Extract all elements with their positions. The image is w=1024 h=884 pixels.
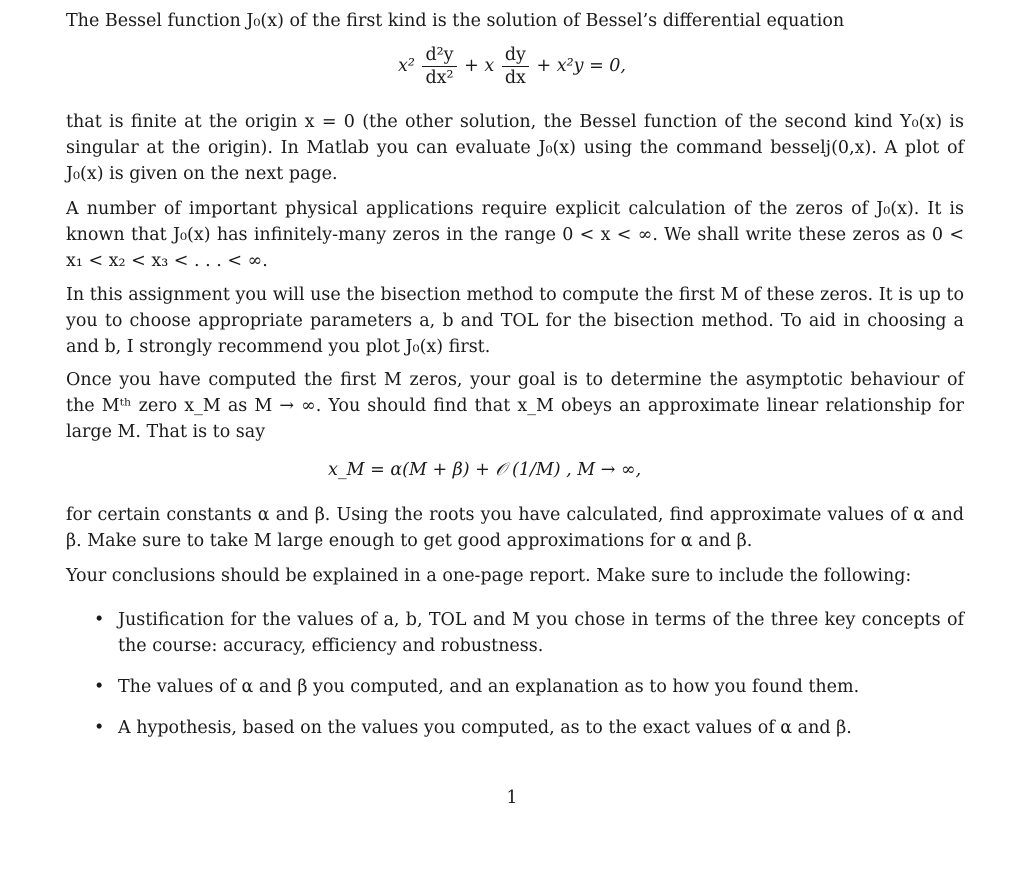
constants-paragraph: for certain constants α and β. Using the roots you have calculated, find approximate values of α and β. Make sure to take M large enough to get good approximations for α and β. (66, 505, 964, 551)
bullet-icon: • (94, 718, 105, 738)
finite-origin-paragraph: that is finite at the origin x = 0 (the other solution, the Bessel function of the second kind Y₀(x) is singular at the origin). In Matlab you can evaluate J₀(x) using the command besselj(0,x). A plot of J₀(x) is given on the next page. (66, 112, 964, 184)
first-derivative-fraction: $\frac{dy}{dx}$ (502, 44, 529, 89)
bullet-icon: • (94, 677, 105, 697)
requirements-list (94, 607, 964, 756)
second-derivative-fraction: $\frac{\text{d²y}}{\text{dx²}}$ (422, 44, 456, 89)
bisection-paragraph: In this assignment you will use the bisection method to compute the first M of these zeros. It is up to you to choose appropriate parameters a, b and TOL for the bisection method. To aid in choosing a and b, I strongly recommend you plot J₀(x) first. (66, 285, 964, 357)
linear-relationship-equation: x_M = α(M + β) + 𝒪 (1/M) , M → ∞, (328, 460, 642, 480)
list-item: • A hypothesis, based on the values you computed, as to the exact values of α and β. (94, 715, 964, 741)
list-item: • Justification for the values of a, b, TOL and M you chose in terms of the three key concepts of the course: accuracy, efficiency and robustness. (94, 607, 964, 659)
page-number: 1 (506, 788, 518, 808)
list-item: • The values of α and β you computed, and an explanation as to how you found them. (94, 674, 964, 700)
asymptotic-paragraph: Once you have computed the first M zeros, your goal is to determine the asymptotic behaviour of the Mᵗʰ zero x_M as M → ∞. You should find that x_M obeys an approximate linear relationship for large M. That is to say (66, 370, 964, 442)
bessel-equation: x² $\frac{\text{d²y}}{\text{dx²}}$ + x $\frac{dy}{dx}$ + x²y = 0, (398, 45, 626, 88)
zeros-paragraph: A number of important physical applications require explicit calculation of the zeros of J₀(x). It is known that J₀(x) has infinitely-many zeros in the range 0 < x < ∞. We shall write these zeros as 0 < x₁ < x₂ < x₃ < . . . < ∞. (66, 199, 964, 271)
bullet-icon: • (94, 610, 105, 630)
intro-paragraph: The Bessel function J₀(x) of the first kind is the solution of Bessel’s differential equation (66, 11, 845, 31)
report-paragraph: Your conclusions should be explained in a one-page report. Make sure to include the following: (66, 566, 912, 586)
